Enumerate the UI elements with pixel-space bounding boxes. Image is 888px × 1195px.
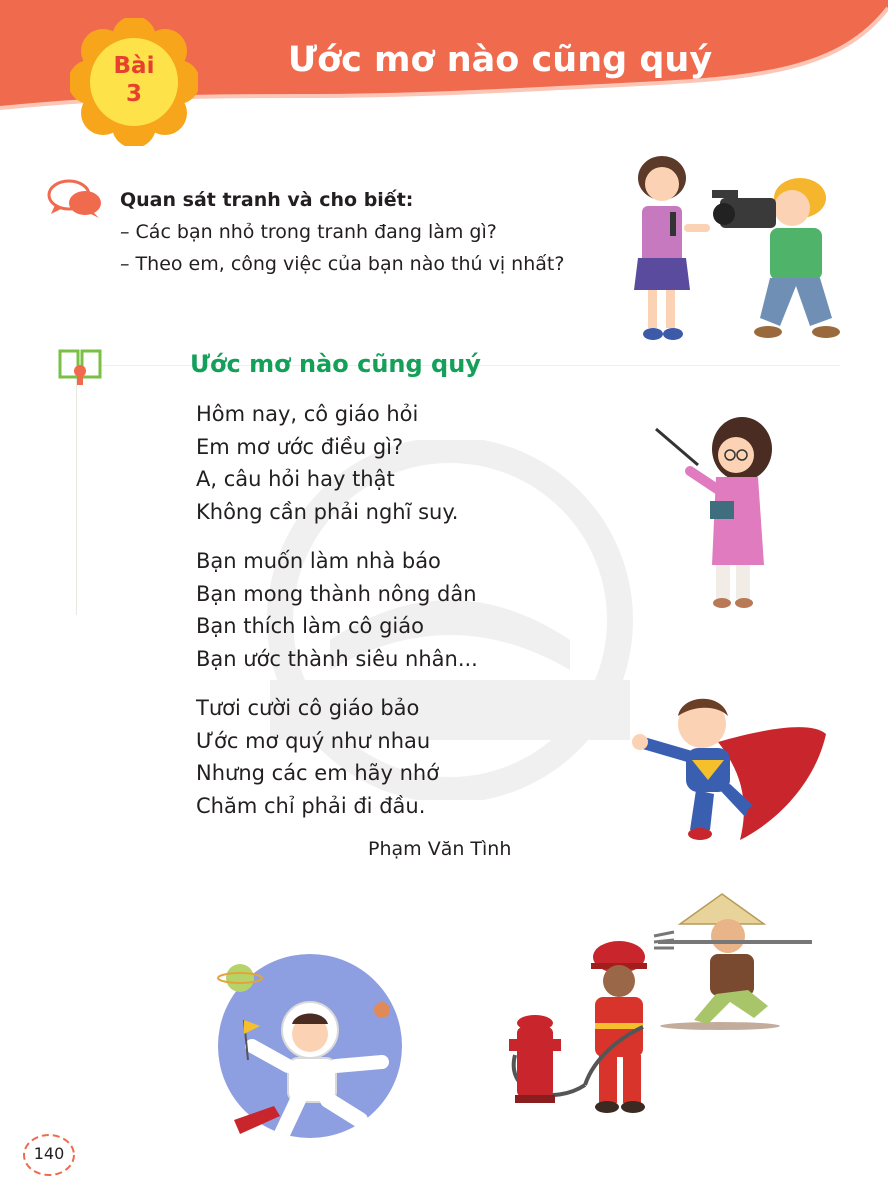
- stanza-3: [196, 692, 478, 822]
- poem-line: Nhưng các em hãy nhớ: [196, 761, 440, 785]
- poem-line: Bạn muốn làm nhà báo: [196, 549, 441, 573]
- stanza-1: [196, 398, 478, 528]
- lesson-badge: [70, 18, 198, 146]
- badge-word: Bài: [113, 53, 155, 79]
- firefighter-illustration: [495, 935, 675, 1125]
- poem-line: Hôm nay, cô giáo hỏi: [196, 402, 419, 426]
- reporter-cameraman-illustration: [620, 150, 850, 350]
- poem-line: Ước mơ quý như nhau: [196, 728, 431, 753]
- poem-line: Không cần phải nghĩ suy.: [196, 499, 459, 524]
- astronaut-illustration: [200, 950, 420, 1150]
- speech-bubbles-icon: [47, 178, 103, 224]
- lesson-title: Ước mơ nào cũng quý: [287, 40, 713, 80]
- question-2: – Theo em, công việc của bạn nào thú vị nhất?: [120, 253, 565, 275]
- discussion-task: [120, 184, 564, 280]
- poem-line: Bạn mong thành nông dân: [196, 581, 477, 606]
- page-number: [22, 1133, 76, 1177]
- poem-line: Chăm chỉ phải đi đầu.: [196, 793, 426, 818]
- poem-body: [196, 398, 478, 839]
- stanza-2: [196, 545, 478, 675]
- superhero-illustration: [630, 690, 830, 850]
- poem-line: A, câu hỏi hay thật: [196, 467, 395, 491]
- poem-line: Bạn ước thành siêu nhân...: [196, 646, 478, 671]
- farmer-illustration: [650, 880, 830, 1030]
- poem-author: Phạm Văn Tình: [368, 838, 512, 860]
- poem-title: Ước mơ nào cũng quý: [190, 350, 481, 378]
- poem-line: Tươi cười cô giáo bảo: [196, 696, 420, 720]
- poem-line: Bạn thích làm cô giáo: [196, 614, 424, 638]
- question-1: – Các bạn nhỏ trong tranh đang làm gì?: [120, 221, 497, 243]
- badge-number: 3: [125, 81, 142, 107]
- teacher-illustration: [650, 415, 780, 610]
- page-number-text: 140: [33, 1144, 65, 1163]
- open-book-icon: [57, 345, 103, 391]
- poem-line: Em mơ ước điều gì?: [196, 434, 404, 459]
- task-heading: Quan sát tranh và cho biết:: [120, 189, 414, 211]
